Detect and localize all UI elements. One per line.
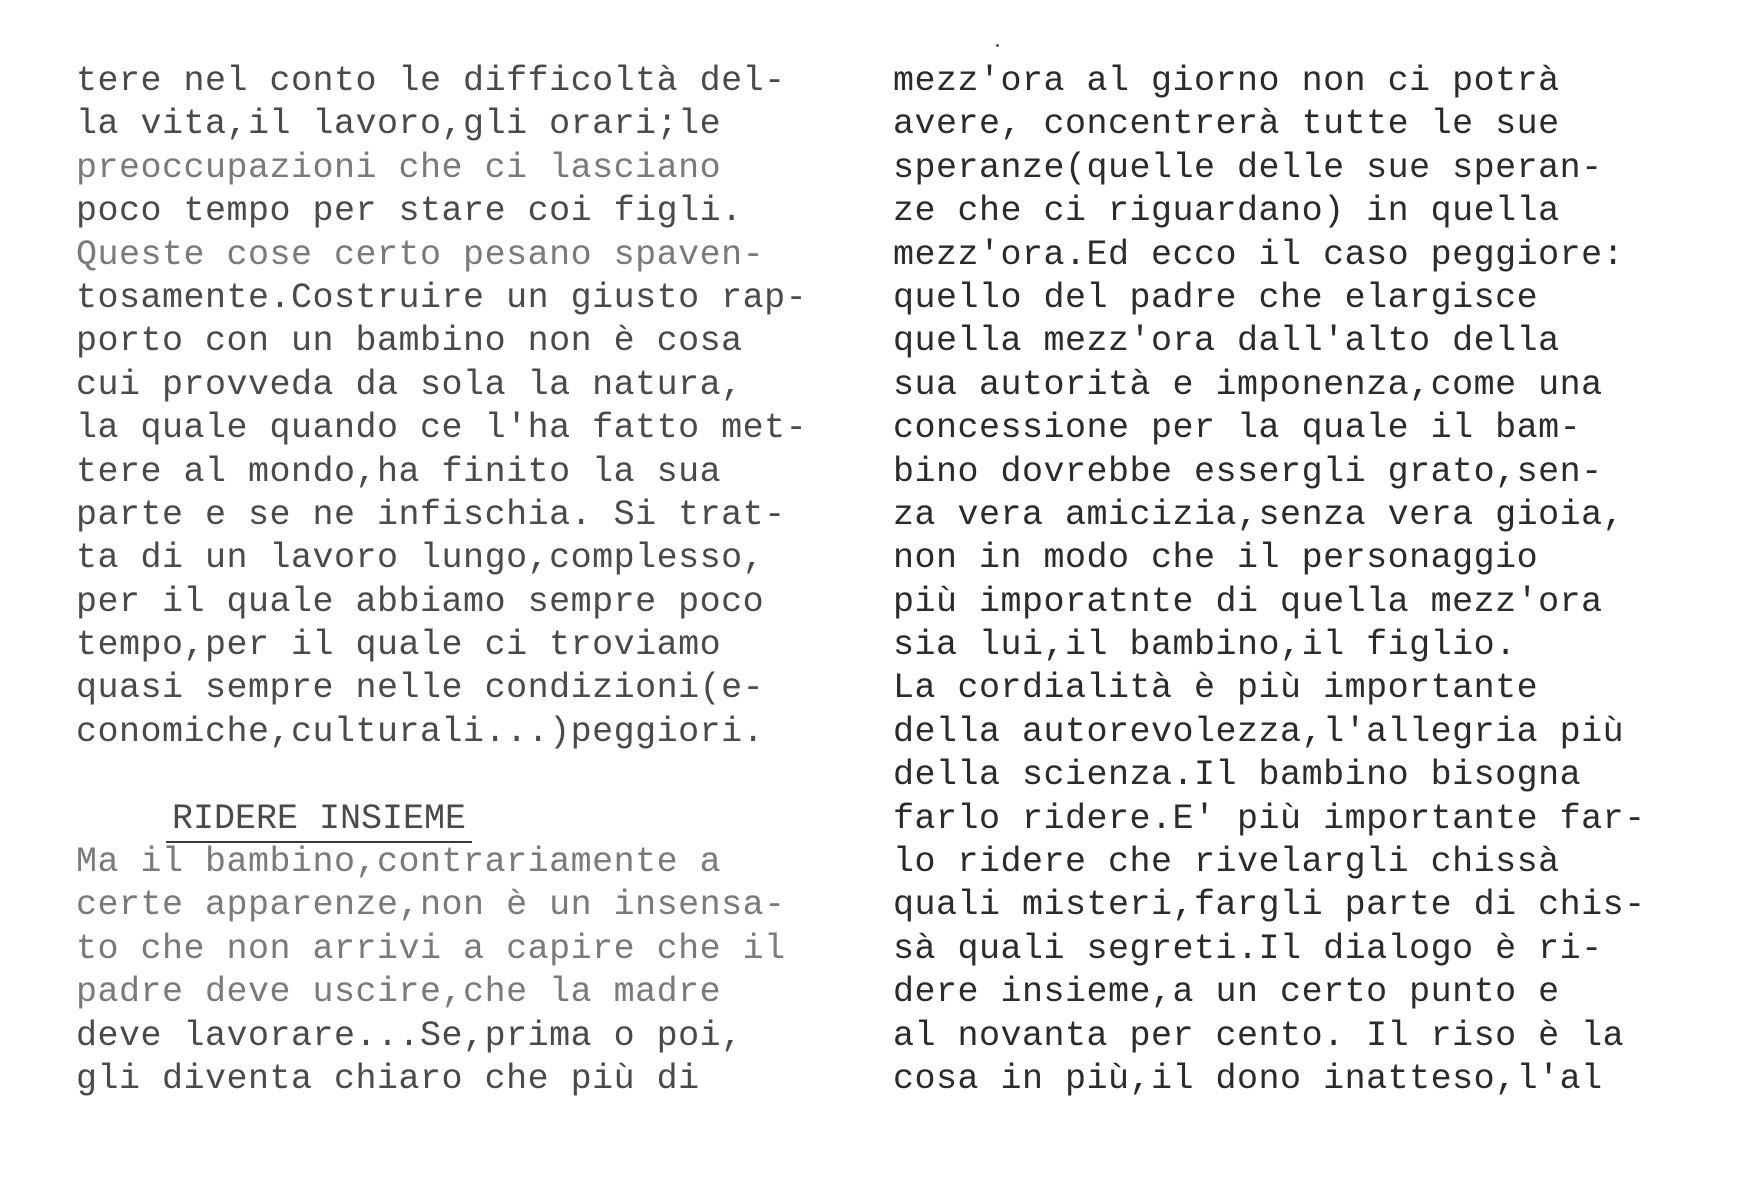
text-line: mezz'ora.Ed ecco il caso peggiore: (893, 234, 1625, 275)
text-line: quella mezz'ora dall'alto della (893, 321, 1560, 362)
text-line: non in modo che il personaggio (893, 538, 1539, 579)
text-line: cui provveda da sola la natura, (76, 364, 743, 405)
text-line: quello del padre che elargisce (893, 277, 1539, 318)
text-line: la quale quando ce l'ha fatto met- (76, 408, 808, 449)
text-line: ze che ci riguardano) in quella (893, 191, 1560, 232)
text-line: Ma il bambino,contrariamente a (76, 842, 722, 883)
text-line: per il quale abbiamo sempre poco (76, 581, 765, 622)
text-line: lo ridere che rivelargli chissà (893, 842, 1560, 883)
left-column (76, 60, 866, 1101)
text-line: to che non arrivi a capire che il (76, 928, 786, 969)
text-line: cosa in più,il dono inatteso,l'al (893, 1058, 1603, 1099)
text-line: poco tempo per stare coi figli. (76, 191, 743, 232)
text-line: ta di un lavoro lungo,complesso, (76, 538, 765, 579)
text-line: conomiche,culturali...)peggiori. (76, 711, 765, 752)
text-line: sà quali segreti.Il dialogo è ri- (893, 928, 1603, 969)
text-line: tempo,per il quale ci troviamo (76, 625, 722, 666)
text-line: bino dovrebbe essergli grato,sen- (893, 451, 1603, 492)
text-line: concessione per la quale il bam- (893, 408, 1582, 449)
text-line: farlo ridere.E' più importante far- (893, 798, 1646, 839)
text-line: tosamente.Costruire un giusto rap- (76, 277, 808, 318)
text-line: mezz'ora al giorno non ci potrà (893, 61, 1560, 101)
text-line: della scienza.Il bambino bisogna (893, 755, 1582, 796)
text-line: speranze(quelle delle sue speran- (893, 147, 1603, 188)
text-line: sua autorità e imponenza,come una (893, 364, 1603, 405)
text-line: gli diventa chiaro che più di (76, 1058, 700, 1099)
text-line: tere nel conto le difficoltà del- (76, 61, 786, 101)
text-line: porto con un bambino non è cosa (76, 321, 743, 362)
text-line: sia lui,il bambino,il figlio. (893, 625, 1517, 666)
blank-line (76, 754, 866, 797)
text-line: tere al mondo,ha finito la sua (76, 451, 722, 492)
text-line: della autorevolezza,l'allegria più (893, 711, 1625, 752)
text-line: preoccupazioni che ci lasciano (76, 147, 722, 188)
text-line: padre deve uscire,che la madre (76, 972, 722, 1013)
right-column (893, 60, 1713, 1101)
text-line: certe apparenze,non è un insensa- (76, 885, 786, 926)
text-line: avere, concentrerà tutte le sue (893, 104, 1560, 145)
text-line: dere insieme,a un certo punto e (893, 972, 1560, 1013)
text-line: deve lavorare...Se,prima o poi, (76, 1015, 743, 1056)
ink-speck (996, 44, 999, 47)
text-line: quasi sempre nelle condizioni(e- (76, 668, 765, 709)
text-line: più imporatnte di quella mezz'ora (893, 581, 1603, 622)
text-line: la vita,il lavoro,gli orari;le (76, 104, 722, 145)
text-line: za vera amicizia,senza vera gioia, (893, 494, 1625, 535)
section-heading-text: RIDERE INSIEME (166, 799, 472, 843)
text-line: quali misteri,fargli parte di chis- (893, 885, 1646, 926)
text-line: La cordialità è più importante (893, 668, 1539, 709)
text-line: al novanta per cento. Il riso è la (893, 1015, 1625, 1056)
section-heading (76, 798, 866, 841)
text-line: parte e se ne infischia. Si trat- (76, 494, 786, 535)
text-line: Queste cose certo pesano spaven- (76, 234, 765, 275)
